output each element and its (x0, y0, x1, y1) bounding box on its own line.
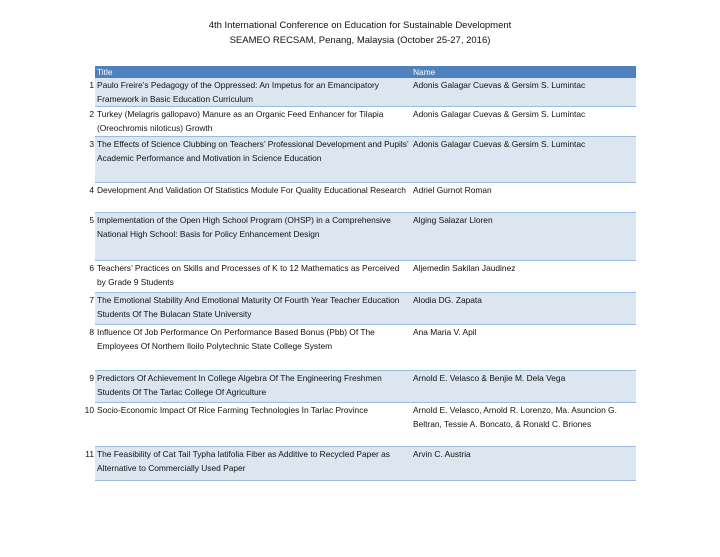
author-name: Adonis Galagar Cuevas & Gersim S. Lumintac (410, 107, 636, 137)
table-row (76, 107, 636, 137)
table-header-row (76, 66, 636, 78)
row-number: 2 (76, 107, 95, 137)
papers-table (76, 66, 636, 481)
row-number: 8 (76, 325, 95, 371)
heading-line-1: 4th International Conference on Education for Sustainable Development (208, 20, 512, 31)
author-name: Adriel Gurnot Roman (410, 183, 636, 213)
author-name: Adonis Galagar Cuevas & Gersim S. Lumintac (410, 137, 636, 183)
table-row (76, 213, 636, 261)
paper-title: Socio-Economic Impact Of Rice Farming Technologies In Tarlac Province (95, 403, 410, 447)
row-number: 11 (76, 447, 95, 481)
table-row (76, 137, 636, 183)
paper-title: Paulo Freire’s Pedagogy of the Oppressed: An Impetus for an Emancipatory Framework in Basic Education Curriculum (95, 78, 410, 107)
paper-title: Predictors Of Achievement In College Algebra Of The Engineering Freshmen Students Of The Tarlac College Of Agriculture (95, 371, 410, 403)
column-header-title: Title (95, 66, 410, 78)
author-name: Alodia DG. Zapata (410, 293, 636, 325)
author-name: Aljemedin Sakilan Jaudinez (410, 261, 636, 293)
author-name: Adonis Galagar Cuevas & Gersim S. Lumintac (410, 78, 636, 107)
row-number: 1 (76, 78, 95, 107)
author-name: Arnold E. Velasco & Benjie M. Dela Vega (410, 371, 636, 403)
table-row (76, 293, 636, 325)
column-header-number (76, 66, 95, 78)
row-number: 5 (76, 213, 95, 261)
paper-title: The Emotional Stability And Emotional Maturity Of Fourth Year Teacher Education Students Of The Bulacan State University (95, 293, 410, 325)
paper-title: Development And Validation Of Statistics Module For Quality Educational Research (95, 183, 410, 213)
paper-title: Influence Of Job Performance On Performance Based Bonus (Pbb) Of The Employees Of Northern Iloilo Polytechnic State College System (95, 325, 410, 371)
paper-title: The Feasibility of Cat Tail Typha latifolia Fiber as Additive to Recycled Paper as Alternative to Commercially Used Paper (95, 447, 410, 481)
paper-title: Teachers’ Practices on Skills and Processes of K to 12 Mathematics as Perceived by Grade 9 Students (95, 261, 410, 293)
table-row (76, 371, 636, 403)
paper-title: Implementation of the Open High School Program (OHSP) in a Comprehensive National High School: Basis for Policy Enhancement Design (95, 213, 410, 261)
paper-title: The Effects of Science Clubbing on Teachers’ Professional Development and Pupils’ Academic Performance and Motivation in Science Education (95, 137, 410, 183)
row-number: 4 (76, 183, 95, 213)
author-name: Ana Maria V. Apil (410, 325, 636, 371)
row-number: 3 (76, 137, 95, 183)
author-name: Arnold E. Velasco, Arnold R. Lorenzo, Ma. Asuncion G. Beltran, Tessie A. Boncato, & Ronald C. Briones (410, 403, 636, 447)
row-number: 7 (76, 293, 95, 325)
heading-line-2: SEAMEO RECSAM, Penang, Malaysia (October 25-27, 2016) (229, 35, 491, 46)
table-row (76, 403, 636, 447)
paper-title: Turkey (Melagris gallopavo) Manure as an Organic Feed Enhancer for Tilapia (Oreochromis niloticus) Growth (95, 107, 410, 137)
table-row (76, 261, 636, 293)
row-number: 9 (76, 371, 95, 403)
table-row (76, 325, 636, 371)
column-header-name: Name (410, 66, 636, 78)
table-row (76, 183, 636, 213)
author-name: Arvin C. Austria (410, 447, 636, 481)
row-number: 10 (76, 403, 95, 447)
table-row (76, 447, 636, 481)
row-number: 6 (76, 261, 95, 293)
document-heading (0, 18, 720, 48)
table-row (76, 78, 636, 107)
author-name: Alging Salazar Lloren (410, 213, 636, 261)
